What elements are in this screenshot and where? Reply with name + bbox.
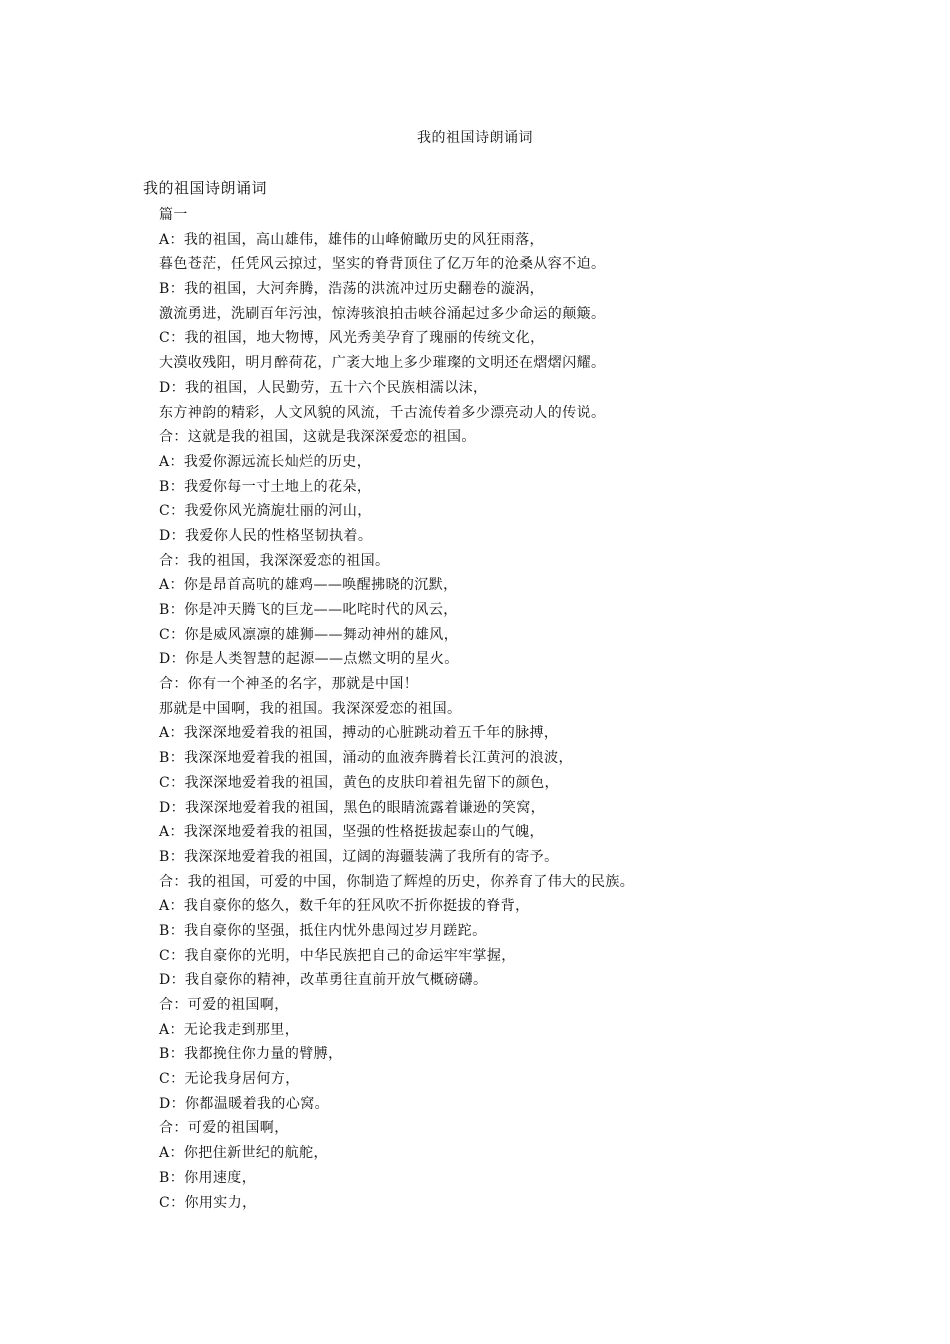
poem-line: D：你是人类智慧的起源——点燃文明的星火。 bbox=[159, 651, 459, 668]
poem-line: 大漠收残阳，明月醉荷花，广袤大地上多少璀璨的文明还在熠熠闪耀。 bbox=[159, 355, 606, 372]
poem-line: 东方神韵的精彩，人文风貌的风流，千古流传着多少漂亮动人的传说。 bbox=[159, 404, 606, 421]
section-heading: 我的祖国诗朗诵词 bbox=[143, 179, 268, 197]
poem-line: 合：可爱的祖国啊， bbox=[159, 997, 289, 1013]
poem-line: B：我都挽住你力量的臂膊， bbox=[159, 1046, 343, 1063]
poem-line: 激流勇进，洗刷百年污浊，惊涛骇浪拍击峡谷涌起过多少命运的颠簸。 bbox=[159, 305, 606, 322]
poem-line: D：我爱你人民的性格坚韧执着。 bbox=[159, 527, 373, 544]
poem-line: A：我深深地爱着我的祖国，坚强的性格挺拔起泰山的气魄， bbox=[159, 824, 544, 841]
poem-line: B：我深深地爱着我的祖国，辽阔的海疆装满了我所有的寄予。 bbox=[159, 848, 559, 865]
poem-line: B：我爱你每一寸土地上的花朵， bbox=[159, 478, 372, 495]
poem-line: 暮色苍茫，任凭风云掠过，坚实的脊背顶住了亿万年的沧桑从容不迫。 bbox=[159, 256, 606, 273]
poem-line: 合：你有一个神圣的名字，那就是中国！ bbox=[159, 676, 419, 693]
poem-line: B：我深深地爱着我的祖国，涌动的血液奔腾着长江黄河的浪波， bbox=[159, 750, 573, 767]
poem-line: A：你把住新世纪的航舵， bbox=[159, 1145, 328, 1162]
poem-line: 合：这就是我的祖国，这就是我深深爱恋的祖国。 bbox=[159, 429, 476, 446]
poem-line: B：你用速度， bbox=[159, 1169, 257, 1186]
poem-line: D：我深深地爱着我的祖国，黑色的眼睛流露着谦逊的笑窝， bbox=[159, 799, 546, 816]
poem-line: D：我自豪你的精神，改革勇往直前开放气概磅礴。 bbox=[159, 972, 488, 989]
poem-line: 合：我的祖国，可爱的中国，你制造了辉煌的历史，你养育了伟大的民族。 bbox=[159, 873, 635, 890]
poem-line: A：你是昂首高吭的雄鸡——唤醒拂晓的沉默， bbox=[159, 577, 458, 594]
poem-line: A：我爱你源远流长灿烂的历史， bbox=[159, 453, 372, 470]
poem-line: C：无论我身居何方， bbox=[159, 1071, 300, 1088]
poem-line: 合：我的祖国，我深深爱恋的祖国。 bbox=[159, 552, 390, 569]
poem-line: A：我自豪你的悠久，数千年的狂风吹不折你挺拔的脊背， bbox=[159, 898, 530, 915]
poem-line: A：我的祖国，高山雄伟，雄伟的山峰俯瞰历史的风狂雨落， bbox=[159, 231, 544, 248]
poem-line: A：无论我走到那里， bbox=[159, 1021, 300, 1038]
poem-line: B：你是冲天腾飞的巨龙——叱咤时代的风云， bbox=[159, 602, 458, 618]
poem-line: 合：可爱的祖国啊， bbox=[159, 1120, 289, 1137]
poem-line: D：你都温暖着我的心窝。 bbox=[159, 1095, 330, 1112]
poem-lines bbox=[159, 203, 919, 1215]
poem-line: C：你用实力， bbox=[159, 1194, 257, 1211]
poem-line: C：你是威风凛凛的雄狮——舞动神州的雄风， bbox=[159, 626, 459, 643]
poem-line: B：我自豪你的坚强，抵住内忧外患闯过岁月蹉跎。 bbox=[159, 922, 487, 939]
poem-line: D：我的祖国，人民勤劳，五十六个民族相濡以沫， bbox=[159, 379, 488, 396]
poem-line: 那就是中国啊，我的祖国。我深深爱恋的祖国。 bbox=[159, 700, 462, 717]
poem-line: C：我的祖国，地大物博，风光秀美孕育了瑰丽的传统文化， bbox=[159, 330, 545, 347]
poem-line: 篇一 bbox=[159, 207, 188, 223]
poem-line: C：我深深地爱着我的祖国，黄色的皮肤印着祖先留下的颜色， bbox=[159, 774, 559, 791]
poem-line: A：我深深地爱着我的祖国，搏动的心脏跳动着五千年的脉搏， bbox=[159, 725, 559, 742]
page-title: 我的祖国诗朗诵词 bbox=[417, 130, 533, 146]
poem-line: B：我的祖国，大河奔腾，浩荡的洪流冲过历史翻卷的漩涡， bbox=[159, 281, 545, 298]
poem-line: C：我爱你风光旖旎壮丽的河山， bbox=[159, 503, 372, 520]
poem-line: C：我自豪你的光明，中华民族把自己的命运牢牢掌握， bbox=[159, 947, 516, 964]
